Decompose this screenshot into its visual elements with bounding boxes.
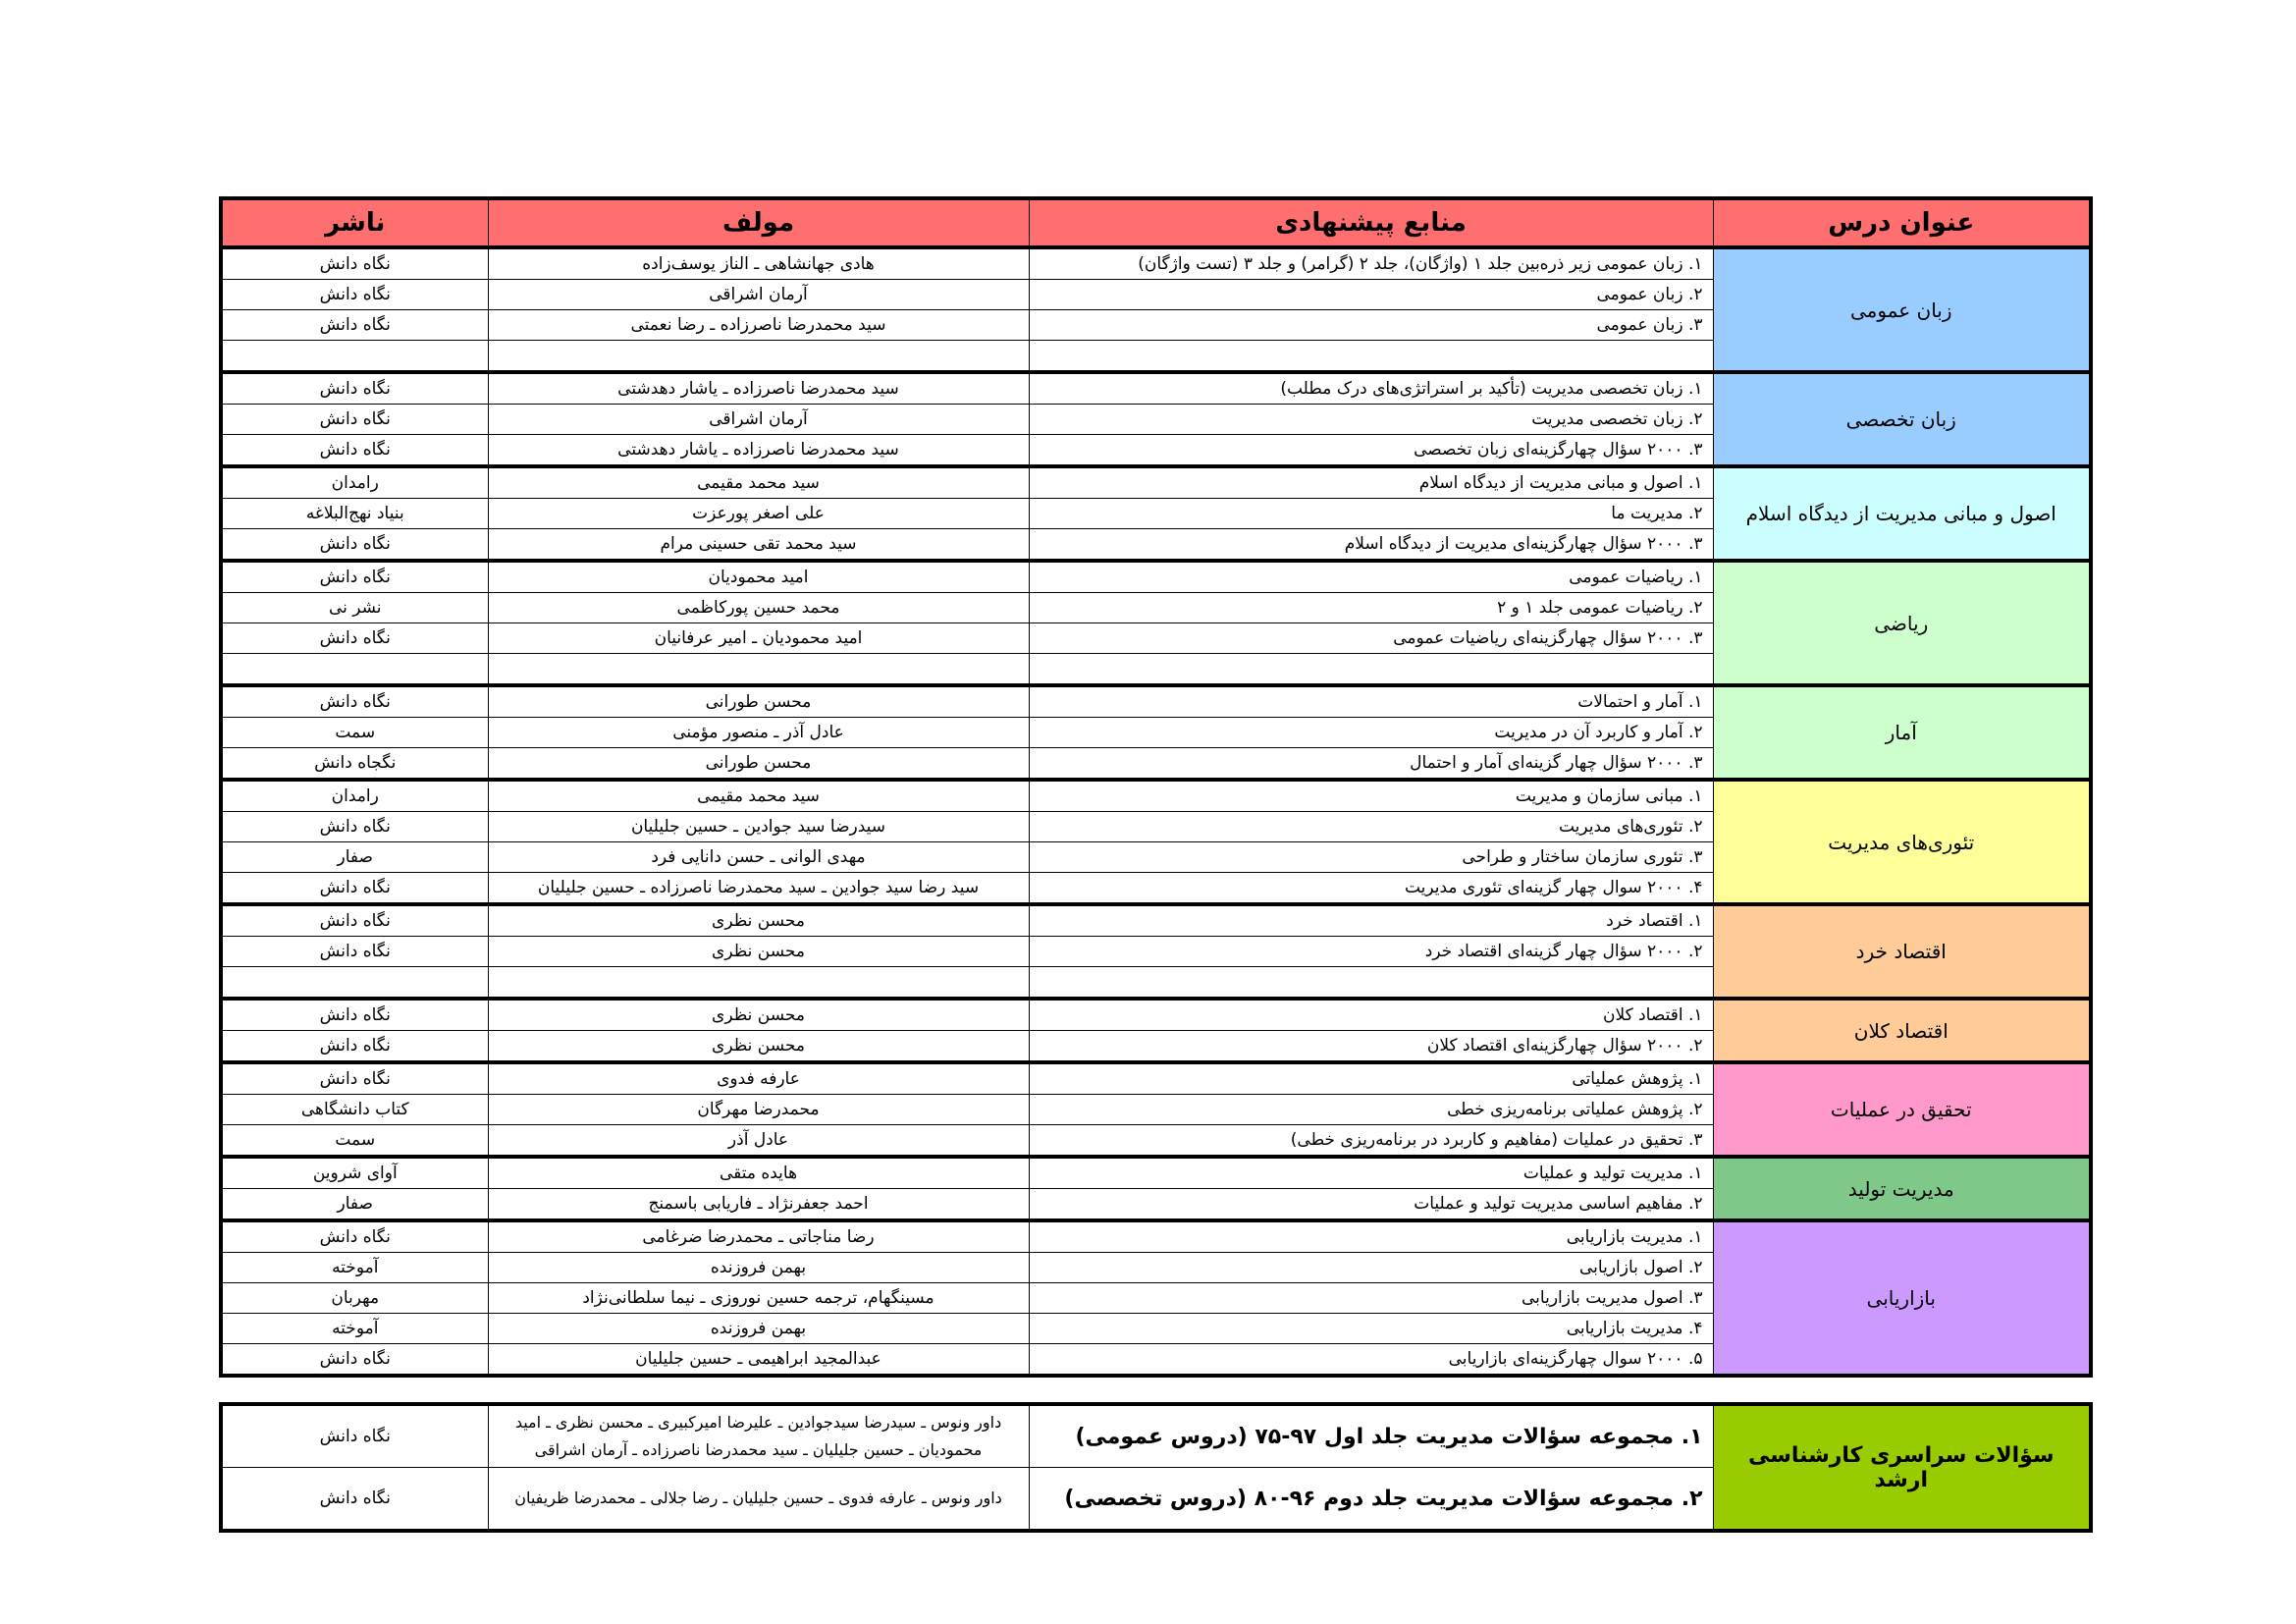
source-cell: ۳. تئوری سازمان ساختار و طراحی xyxy=(1029,842,1713,873)
author-cell: آرمان اشراقی xyxy=(488,405,1029,435)
source-cell: ۲. ۲۰۰۰ سؤال چهارگزینه‌ای اقتصاد کلان xyxy=(1029,1031,1713,1063)
publisher-cell: نگاه دانش xyxy=(221,1062,488,1095)
author-cell: سید محمد مقیمی xyxy=(488,780,1029,812)
author-cell: هادی جهانشاهی ـ الناز یوسف‌زاده xyxy=(488,247,1029,280)
resources-table xyxy=(219,196,2093,1378)
author-cell: محمدرضا مهرگان xyxy=(488,1095,1029,1125)
author-cell: محسن نظری xyxy=(488,937,1029,967)
course-title-cell: اقتصاد خرد xyxy=(1713,904,2091,999)
publisher-cell: نگاه دانش xyxy=(221,685,488,718)
course-title-cell: بازاریابی xyxy=(1713,1220,2091,1376)
table-header-row xyxy=(221,198,2091,247)
author-cell: رضا مناجاتی ـ محمدرضا ضرغامی xyxy=(488,1220,1029,1253)
author-cell: سید محمدرضا ناصرزاده ـ یاشار دهدشتی xyxy=(488,372,1029,405)
course-title-cell: زبان تخصصی xyxy=(1713,372,2091,466)
publisher-cell: آموخته xyxy=(221,1253,488,1283)
exam-publisher-cell: نگاه دانش xyxy=(221,1468,488,1532)
author-cell: سید محمدرضا ناصرزاده ـ رضا نعمتی xyxy=(488,310,1029,341)
author-cell: عادل آذر xyxy=(488,1125,1029,1158)
course-title-cell: آمار xyxy=(1713,685,2091,780)
table-row xyxy=(221,1062,2091,1095)
publisher-cell: نگجاه دانش xyxy=(221,748,488,781)
author-cell: سید رضا سید جوادین ـ سید محمدرضا ناصرزاده ـ حسین جلیلیان xyxy=(488,873,1029,905)
source-cell: ۲. ریاضیات عمومی جلد ۱ و ۲ xyxy=(1029,593,1713,623)
publisher-cell: نگاه دانش xyxy=(221,435,488,467)
author-cell: محسن طورانی xyxy=(488,748,1029,781)
table-body xyxy=(221,247,2091,1376)
publisher-cell: صفار xyxy=(221,1189,488,1221)
course-title-cell: تئوری‌های مدیریت xyxy=(1713,780,2091,904)
table-row xyxy=(221,372,2091,405)
publisher-cell: آموخته xyxy=(221,1314,488,1344)
publisher-cell: نگاه دانش xyxy=(221,1220,488,1253)
source-cell: ۲. زبان عمومی xyxy=(1029,280,1713,310)
source-cell: ۲. اصول بازاریابی xyxy=(1029,1253,1713,1283)
exam-body xyxy=(221,1404,2091,1531)
publisher-cell: نگاه دانش xyxy=(221,561,488,593)
source-cell: ۲. مفاهیم اساسی مدیریت تولید و عملیات xyxy=(1029,1189,1713,1221)
author-cell: محسن نظری xyxy=(488,1031,1029,1063)
source-cell: ۳. زبان عمومی xyxy=(1029,310,1713,341)
publisher-cell: نگاه دانش xyxy=(221,529,488,562)
header-author: مولف xyxy=(488,198,1029,247)
publisher-cell: رامدان xyxy=(221,466,488,499)
source-cell: ۳. اصول مدیریت بازاریابی xyxy=(1029,1283,1713,1314)
source-cell: ۲. تئوری‌های مدیریت xyxy=(1029,812,1713,842)
publisher-cell: نگاه دانش xyxy=(221,372,488,405)
source-cell: ۴. ۲۰۰۰ سوال چهار گزینه‌ای تئوری مدیریت xyxy=(1029,873,1713,905)
publisher-cell: نگاه دانش xyxy=(221,873,488,905)
source-cell: ۱. زبان عمومی زیر ذره‌بین جلد ۱ (واژگان)، جلد ۲ (گرامر) و جلد ۳ (تست واژگان) xyxy=(1029,247,1713,280)
author-cell: سید محمدرضا ناصرزاده ـ یاشار دهدشتی xyxy=(488,435,1029,467)
publisher-cell: نگاه دانش xyxy=(221,1031,488,1063)
table-row xyxy=(221,1157,2091,1189)
sources-cell xyxy=(1029,967,1713,1000)
source-cell: ۲. آمار و کاربرد آن در مدیریت xyxy=(1029,718,1713,748)
header-sources: منابع پیشنهادی xyxy=(1029,198,1713,247)
publisher-cell: سمت xyxy=(221,718,488,748)
author-cell: محسن طورانی xyxy=(488,685,1029,718)
source-cell: ۱. اقتصاد کلان xyxy=(1029,999,1713,1031)
source-cell: ۱. مدیریت تولید و عملیات xyxy=(1029,1157,1713,1189)
exam-title-cell: سؤالات سراسری کارشناسی ارشد xyxy=(1713,1404,2091,1531)
publisher-cell: نگاه دانش xyxy=(221,812,488,842)
source-cell: ۲. پژوهش عملیاتی برنامه‌ریزی خطی xyxy=(1029,1095,1713,1125)
course-title-cell: زبان عمومی xyxy=(1713,247,2091,372)
publisher-cell: نشر نی xyxy=(221,593,488,623)
publisher-cell: نگاه دانش xyxy=(221,405,488,435)
table-row xyxy=(221,466,2091,499)
author-cell: سید محمد مقیمی xyxy=(488,466,1029,499)
publisher-cell: مهربان xyxy=(221,1283,488,1314)
source-cell: ۳. ۲۰۰۰ سؤال چهارگزینه‌ای زبان تخصصی xyxy=(1029,435,1713,467)
source-cell: ۳. تحقیق در عملیات (مفاهیم و کاربرد در برنامه‌ریزی خطی) xyxy=(1029,1125,1713,1158)
publisher-cell: نگاه دانش xyxy=(221,310,488,341)
author-cell: مهدی الوانی ـ حسن دانایی فرد xyxy=(488,842,1029,873)
author-cell: هایده متقی xyxy=(488,1157,1029,1189)
source-cell: ۱. پژوهش عملیاتی xyxy=(1029,1062,1713,1095)
author-cell: مسینگهام، ترجمه حسین نوروزی ـ نیما سلطانی‌نژاد xyxy=(488,1283,1029,1314)
course-title-cell: ریاضی xyxy=(1713,561,2091,685)
exam-source-cell: ۲. مجموعه سؤالات مدیریت جلد دوم ۹۶-۸۰ (دروس تخصصی) xyxy=(1029,1468,1713,1532)
publisher-cell: رامدان xyxy=(221,780,488,812)
publisher-cell: نگاه دانش xyxy=(221,937,488,967)
publisher-cell: نگاه دانش xyxy=(221,1344,488,1377)
header-course: عنوان درس xyxy=(1713,198,2091,247)
publisher-cell: نگاه دانش xyxy=(221,904,488,937)
sources-cell xyxy=(1029,654,1713,686)
publisher-cell: آوای شروین xyxy=(221,1157,488,1189)
author-cell: محمد حسین پورکاظمی xyxy=(488,593,1029,623)
publisher-cell: نگاه دانش xyxy=(221,280,488,310)
course-title-cell: اقتصاد کلان xyxy=(1713,999,2091,1062)
author-cell: علی اصغر پورعزت xyxy=(488,499,1029,529)
source-cell: ۳. ۲۰۰۰ سؤال چهار گزینه‌ای آمار و احتمال xyxy=(1029,748,1713,781)
author-cell xyxy=(488,967,1029,1000)
table-row xyxy=(221,999,2091,1031)
source-cell: ۱. ریاضیات عمومی xyxy=(1029,561,1713,593)
table-row xyxy=(221,1220,2091,1253)
course-title-cell: تحقیق در عملیات xyxy=(1713,1062,2091,1157)
header-publisher: ناشر xyxy=(221,198,488,247)
table-row xyxy=(221,780,2091,812)
author-cell xyxy=(488,654,1029,686)
source-cell: ۱. مدیریت بازاریابی xyxy=(1029,1220,1713,1253)
table-row xyxy=(221,561,2091,593)
source-cell: ۱. زبان تخصصی مدیریت (تأکید بر استراتژی‌های درک مطلب) xyxy=(1029,372,1713,405)
exam-author-cell: داور ونوس ـ عارفه فدوی ـ حسین جلیلیان ـ رضا جلالی ـ محمدرضا ظریفیان xyxy=(488,1468,1029,1532)
publisher-cell: نگاه دانش xyxy=(221,999,488,1031)
publisher-cell: بنیاد نهج‌البلاغه xyxy=(221,499,488,529)
publisher-cell: کتاب دانشگاهی xyxy=(221,1095,488,1125)
author-cell: بهمن فروزنده xyxy=(488,1314,1029,1344)
source-cell: ۲. زبان تخصصی مدیریت xyxy=(1029,405,1713,435)
publisher-cell xyxy=(221,654,488,686)
exam-source-cell: ۱. مجموعه سؤالات مدیریت جلد اول ۹۷-۷۵ (دروس عمومی) xyxy=(1029,1404,1713,1468)
table-row xyxy=(221,904,2091,937)
author-cell: آرمان اشراقی xyxy=(488,280,1029,310)
author-cell: بهمن فروزنده xyxy=(488,1253,1029,1283)
author-cell: سیدرضا سید جوادین ـ حسین جلیلیان xyxy=(488,812,1029,842)
source-cell: ۳. ۲۰۰۰ سؤال چهارگزینه‌ای ریاضیات عمومی xyxy=(1029,623,1713,654)
table-row xyxy=(221,685,2091,718)
exam-publisher-cell: نگاه دانش xyxy=(221,1404,488,1468)
source-cell: ۱. مبانی سازمان و مدیریت xyxy=(1029,780,1713,812)
source-cell: ۲. مدیریت ما xyxy=(1029,499,1713,529)
source-cell: ۲. ۲۰۰۰ سؤال چهار گزینه‌ای اقتصاد خرد xyxy=(1029,937,1713,967)
source-cell: ۴. مدیریت بازاریابی xyxy=(1029,1314,1713,1344)
publisher-cell: نگاه دانش xyxy=(221,623,488,654)
course-title-cell: اصول و مبانی مدیریت از دیدگاه اسلام xyxy=(1713,466,2091,561)
source-cell: ۱. اصول و مبانی مدیریت از دیدگاه اسلام xyxy=(1029,466,1713,499)
publisher-cell xyxy=(221,341,488,373)
table-row xyxy=(221,247,2091,280)
publisher-cell: سمت xyxy=(221,1125,488,1158)
publisher-cell: صفار xyxy=(221,842,488,873)
source-cell: ۳. ۲۰۰۰ سؤال چهارگزینه‌ای مدیریت از دیدگاه اسلام xyxy=(1029,529,1713,562)
exam-row xyxy=(221,1404,2091,1468)
author-cell: عارفه فدوی xyxy=(488,1062,1029,1095)
publisher-cell: نگاه دانش xyxy=(221,247,488,280)
exam-author-cell: داور ونوس ـ سیدرضا سیدجوادین ـ علیرضا امیرکبیری ـ محسن نظری ـ امید محمودیان ـ حسین جلیلیان ـ سید محمدرضا ناصرزاده ـ آرمان اشراقی xyxy=(488,1404,1029,1468)
source-cell: ۱. اقتصاد خرد xyxy=(1029,904,1713,937)
source-cell: ۱. آمار و احتمالات xyxy=(1029,685,1713,718)
exam-table xyxy=(219,1402,2093,1533)
sources-cell xyxy=(1029,341,1713,373)
author-cell: محسن نظری xyxy=(488,999,1029,1031)
author-cell: امید محمودیان xyxy=(488,561,1029,593)
author-cell: احمد جعفرنژاد ـ فاریابی باسمنج xyxy=(488,1189,1029,1221)
author-cell: سید محمد تقی حسینی مرام xyxy=(488,529,1029,562)
author-cell: عبدالمجید ابراهیمی ـ حسین جلیلیان xyxy=(488,1344,1029,1377)
author-cell: عادل آذر ـ منصور مؤمنی xyxy=(488,718,1029,748)
course-title-cell: مدیریت تولید xyxy=(1713,1157,2091,1220)
author-cell xyxy=(488,341,1029,373)
publisher-cell xyxy=(221,967,488,1000)
author-cell: محسن نظری xyxy=(488,904,1029,937)
source-cell: ۵. ۲۰۰۰ سوال چهارگزینه‌ای بازاریابی xyxy=(1029,1344,1713,1377)
author-cell: امید محمودیان ـ امیر عرفانیان xyxy=(488,623,1029,654)
